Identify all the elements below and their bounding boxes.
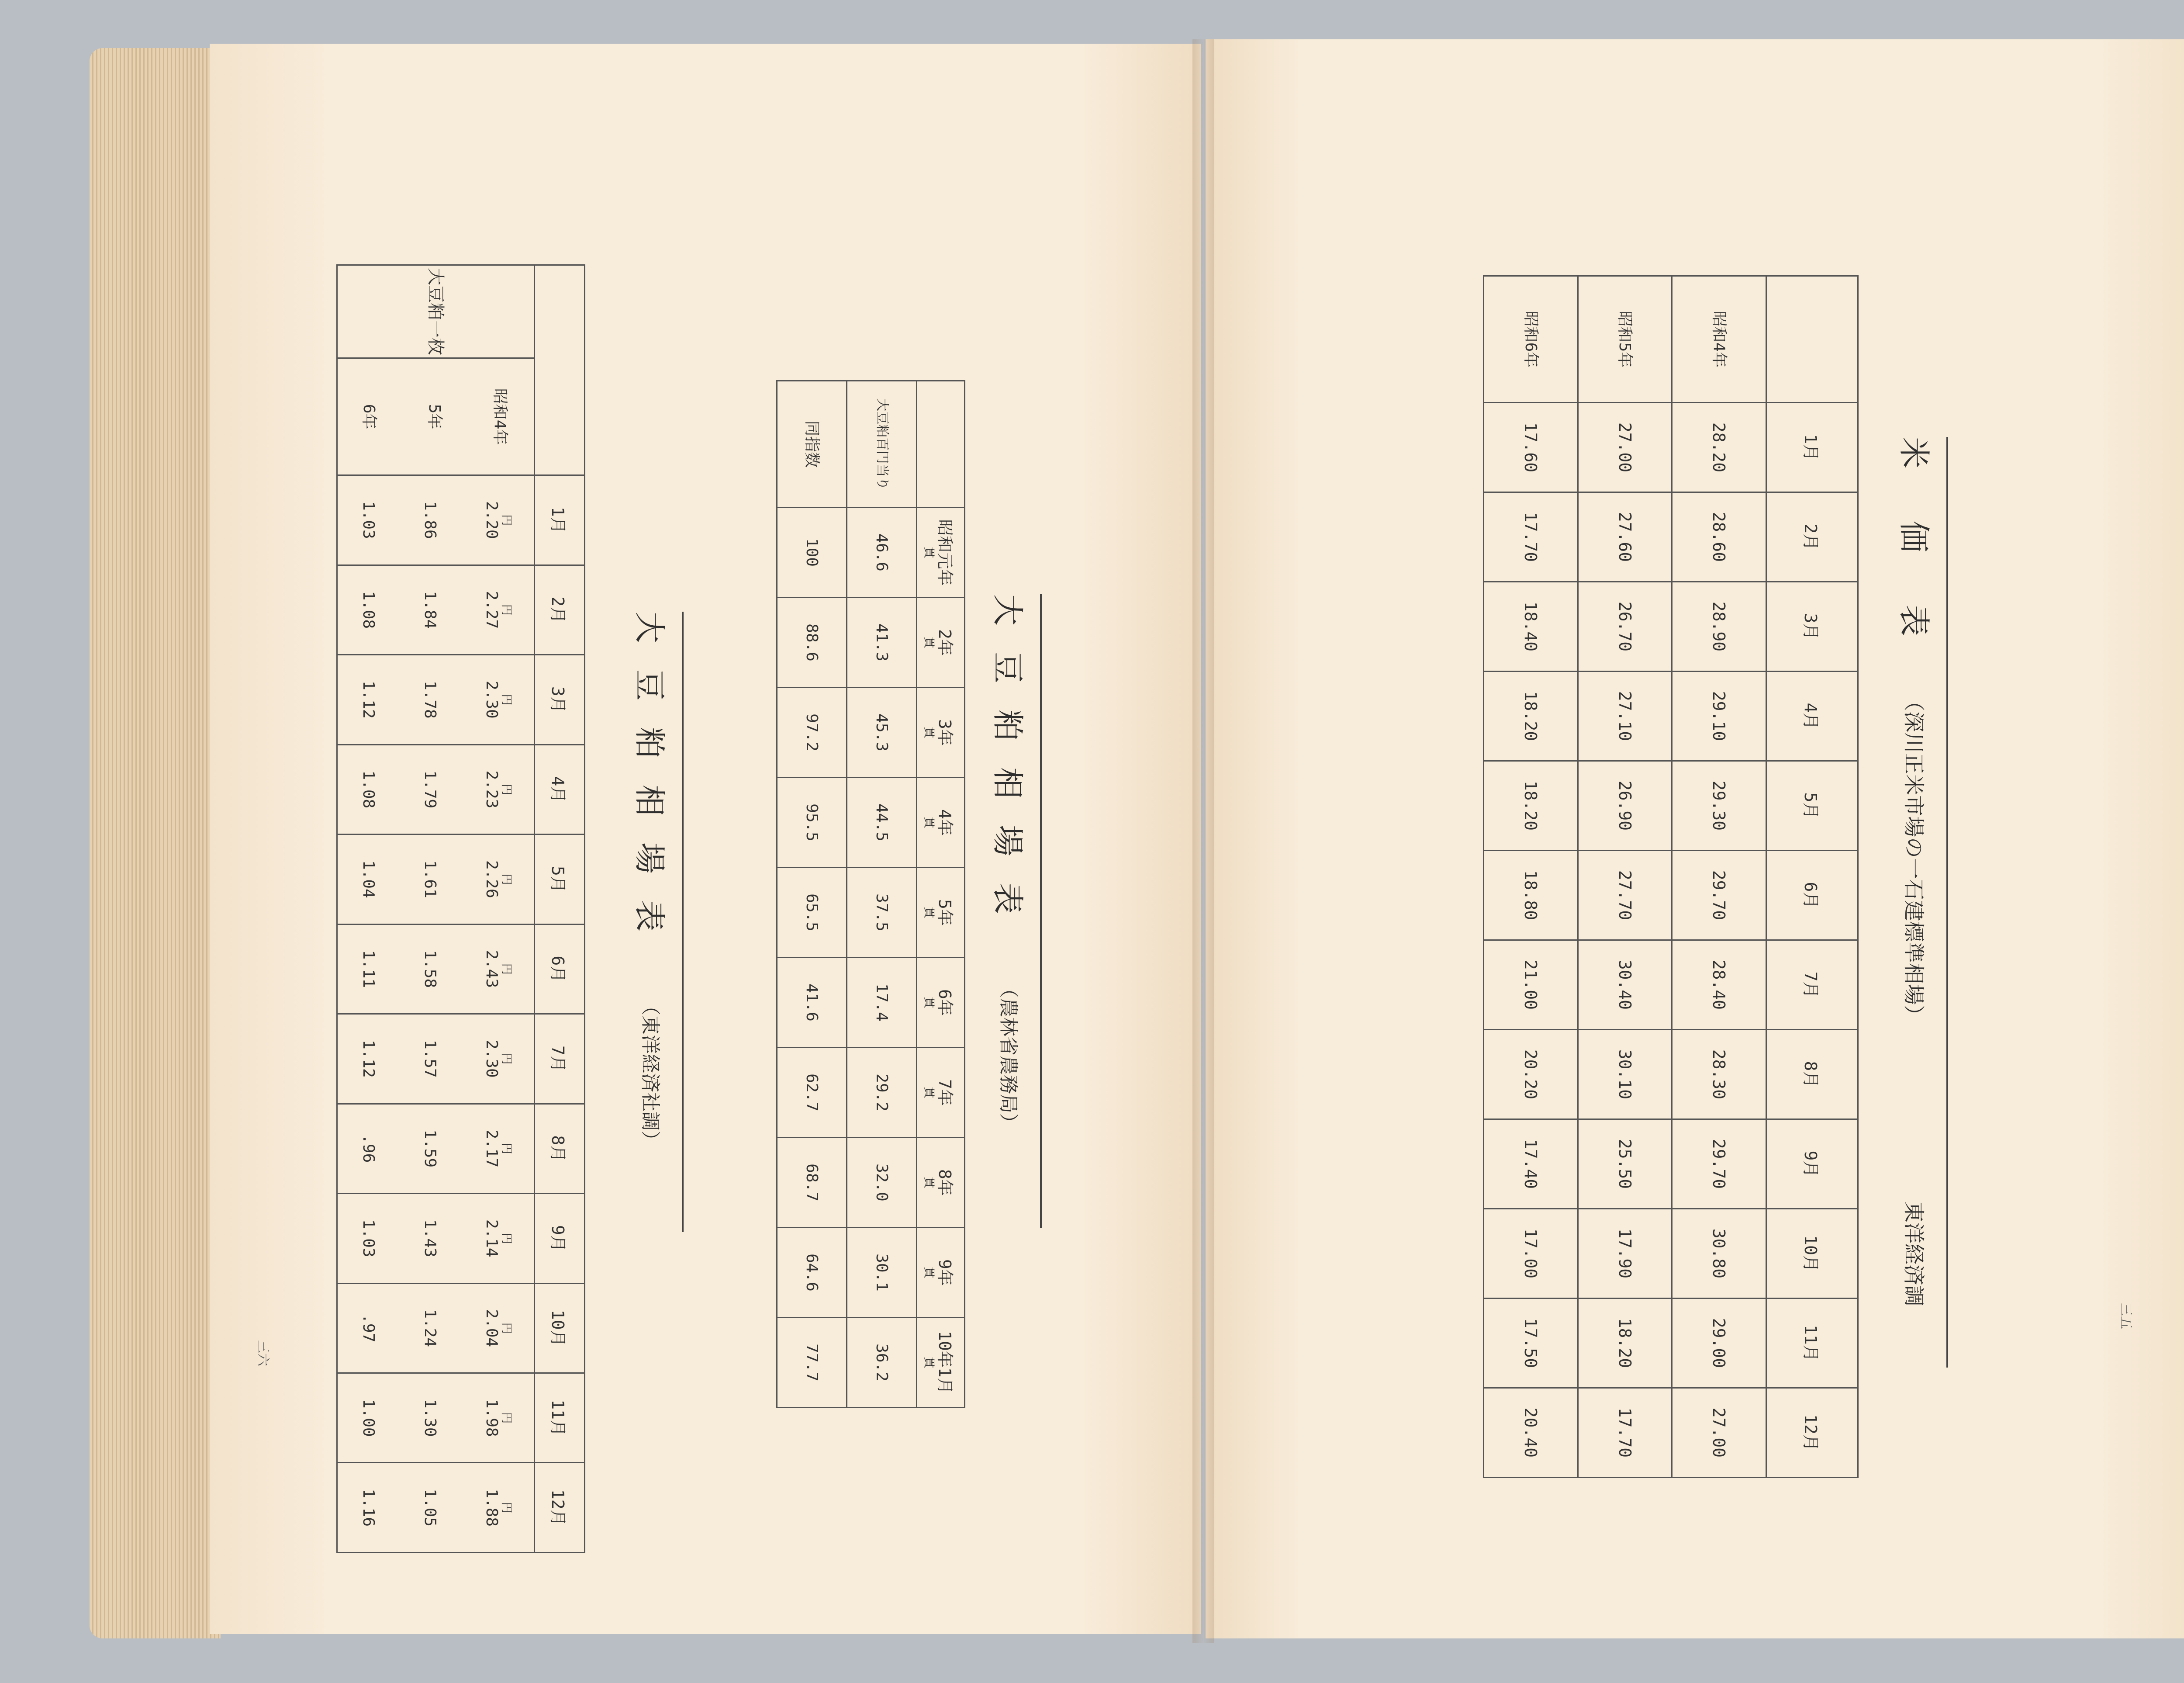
- value-cell: 28.20: [1672, 403, 1766, 492]
- value-cell: 円 2.04 1.24 .97: [337, 1283, 535, 1373]
- value-cell: 44.5: [847, 778, 917, 868]
- value-cell: 64.6: [777, 1228, 847, 1318]
- soybean-import-table: [776, 380, 965, 1408]
- value-cell: 29.70: [1672, 1119, 1766, 1209]
- row-label: 大豆粕百円当り: [847, 381, 917, 508]
- month-header: 5月: [1766, 761, 1858, 851]
- soybean-import-title: 大豆粕相場表: [989, 594, 1026, 941]
- rice-price-title: 米価表: [1896, 437, 1932, 689]
- title-underline: [1946, 437, 1948, 1368]
- book-gutter: [1192, 39, 1214, 1643]
- page-number-left: 三六: [255, 1340, 270, 1366]
- value-cell: 88.6: [777, 598, 847, 688]
- year-header: 4年 貫: [917, 778, 965, 868]
- value-cell: 円 2.17 1.59 .96: [337, 1104, 535, 1193]
- value-cell: 29.00: [1672, 1299, 1766, 1388]
- row-label: 6年: [360, 404, 378, 429]
- month-header: 7月: [535, 1014, 585, 1104]
- value-cell: 29.70: [1672, 851, 1766, 940]
- row-label: 昭和4年: [491, 388, 509, 445]
- value-cell: 17.70: [1484, 492, 1578, 582]
- month-header: 8月: [535, 1104, 585, 1193]
- value-cell: 28.30: [1672, 1030, 1766, 1119]
- value-cell: 17.70: [1578, 1388, 1672, 1478]
- value-cell: 68.7: [777, 1138, 847, 1228]
- month-header: 10月: [535, 1283, 585, 1373]
- value-cell: 65.5: [777, 868, 847, 958]
- rice-price-block: [1483, 275, 1859, 1478]
- value-cell: 41.6: [777, 958, 847, 1048]
- value-cell: 95.5: [777, 778, 847, 868]
- header-corner: [1766, 276, 1858, 403]
- title-underline: [682, 612, 684, 1232]
- row-label: 昭和6年: [1484, 276, 1578, 403]
- unit-label: 円: [500, 514, 513, 526]
- month-header: 12月: [535, 1463, 585, 1553]
- value-cell: 21.00: [1484, 940, 1578, 1030]
- month-header: 7月: [1766, 940, 1858, 1030]
- value-cell: 27.70: [1578, 851, 1672, 940]
- value-cell: 18.40: [1484, 582, 1578, 672]
- value-cell: 27.00: [1672, 1388, 1766, 1478]
- value-cell: 円 2.30 1.57 1.12: [337, 1014, 535, 1104]
- row-label: 5年: [425, 404, 444, 429]
- value-cell: 30.1: [847, 1228, 917, 1318]
- value-cell: 41.3: [847, 598, 917, 688]
- header-corner: [917, 381, 965, 508]
- month-header: 12月: [1766, 1388, 1858, 1478]
- month-header: 4月: [535, 745, 585, 834]
- month-header: 9月: [535, 1194, 585, 1283]
- value-cell: 円 2.14 1.43 1.03: [337, 1194, 535, 1283]
- value-cell: 27.10: [1578, 672, 1672, 761]
- value-cell: 円 2.30 1.78 1.12: [337, 655, 535, 745]
- month-header: 8月: [1766, 1030, 1858, 1119]
- value-cell: 29.10: [1672, 672, 1766, 761]
- month-header: 10月: [1766, 1209, 1858, 1299]
- month-header: 4月: [1766, 672, 1858, 761]
- value-cell: 29.30: [1672, 761, 1766, 851]
- value-cell: 77.7: [777, 1318, 847, 1408]
- row-label-cell: [337, 265, 535, 475]
- value-cell: 17.40: [1484, 1119, 1578, 1209]
- value-cell: 17.90: [1578, 1209, 1672, 1299]
- value-cell: 円 1.88 1.05 1.16: [337, 1463, 535, 1553]
- value-cell: 円 2.23 1.79 1.08: [337, 745, 535, 834]
- year-header: 5年 貫: [917, 868, 965, 958]
- month-header: 2月: [535, 565, 585, 654]
- value-cell: 97.2: [777, 688, 847, 778]
- value-cell: 46.6: [847, 508, 917, 598]
- value-cell: 36.2: [847, 1318, 917, 1408]
- month-header: 9月: [1766, 1119, 1858, 1209]
- value-cell: 20.40: [1484, 1388, 1578, 1478]
- year-header: 3年 貫: [917, 688, 965, 778]
- value-cell: 30.10: [1578, 1030, 1672, 1119]
- value-cell: 20.20: [1484, 1030, 1578, 1119]
- month-header: 2月: [1766, 492, 1858, 582]
- header-corner: [535, 265, 585, 475]
- month-header: 6月: [535, 924, 585, 1014]
- value-cell: 25.50: [1578, 1119, 1672, 1209]
- month-header: 1月: [535, 475, 585, 565]
- row-label: 昭和5年: [1578, 276, 1672, 403]
- value-cell: 27.60: [1578, 492, 1672, 582]
- value-cell: 27.00: [1578, 403, 1672, 492]
- value-cell: 17.4: [847, 958, 917, 1048]
- value-cell: 18.20: [1484, 761, 1578, 851]
- value-cell: 28.60: [1672, 492, 1766, 582]
- month-header: 5月: [535, 835, 585, 924]
- value-cell: 17.00: [1484, 1209, 1578, 1299]
- value-cell: 18.20: [1578, 1299, 1672, 1388]
- value-cell: 円 2.43 1.58 1.11: [337, 924, 535, 1014]
- value-cell: 30.40: [1578, 940, 1672, 1030]
- month-header: 1月: [1766, 403, 1858, 492]
- value-cell: 円 2.20 1.86 1.03: [337, 475, 535, 565]
- year-header: 9年 貫: [917, 1228, 965, 1318]
- year-header: 6年 貫: [917, 958, 965, 1048]
- title-underline: [1040, 594, 1042, 1228]
- book-edge-left: [90, 48, 221, 1638]
- month-header: 11月: [535, 1373, 585, 1462]
- value-cell: 円 1.98 1.30 1.00: [337, 1373, 535, 1462]
- month-header: 3月: [535, 655, 585, 745]
- value-cell: 100: [777, 508, 847, 598]
- soybean-price-title: 大豆粕相場表: [631, 612, 668, 958]
- value-cell: 17.60: [1484, 403, 1578, 492]
- row-label: 同指数: [777, 381, 847, 508]
- value-cell: 17.50: [1484, 1299, 1578, 1388]
- value-cell: 30.80: [1672, 1209, 1766, 1299]
- value-cell: 62.7: [777, 1048, 847, 1138]
- soybean-price-source: （東洋経済社調）: [639, 996, 661, 1150]
- value-cell: 26.70: [1578, 582, 1672, 672]
- month-header: 3月: [1766, 582, 1858, 672]
- year-header: 2年 貫: [917, 598, 965, 688]
- soybean-import-source: （農林省農務局）: [997, 979, 1019, 1132]
- rice-price-table: [1483, 275, 1859, 1478]
- year-header: 昭和元年 貫: [917, 508, 965, 598]
- row-header-label: 大豆粕一枚: [425, 268, 446, 355]
- month-header: 11月: [1766, 1299, 1858, 1388]
- value-cell: 18.80: [1484, 851, 1578, 940]
- year-header: 7年 貫: [917, 1048, 965, 1138]
- value-cell: 28.90: [1672, 582, 1766, 672]
- row-label: 昭和4年: [1672, 276, 1766, 403]
- month-header: 6月: [1766, 851, 1858, 940]
- value-cell: 28.40: [1672, 940, 1766, 1030]
- value-cell: 45.3: [847, 688, 917, 778]
- value-cell: 円 2.27 1.84 1.08: [337, 565, 535, 654]
- rice-price-subtitle: （深川正米市場の一石建標準相場）: [1901, 690, 1926, 1026]
- page-number-right: 三五: [2118, 1303, 2133, 1329]
- value-cell: 29.2: [847, 1048, 917, 1138]
- soybean-import-block: [776, 380, 965, 1408]
- year-header: 10年1月 貫: [917, 1318, 965, 1408]
- year-header: 8年 貫: [917, 1138, 965, 1228]
- value-cell: 37.5: [847, 868, 917, 958]
- value-cell: 26.90: [1578, 761, 1672, 851]
- rice-price-source: 東洋経済調: [1901, 1202, 1926, 1307]
- value-cell: 円 2.26 1.61 1.04: [337, 835, 535, 924]
- value-cell: 32.0: [847, 1138, 917, 1228]
- soybean-price-block: [336, 264, 585, 1553]
- value-cell: 18.20: [1484, 672, 1578, 761]
- soybean-price-table: [336, 264, 585, 1553]
